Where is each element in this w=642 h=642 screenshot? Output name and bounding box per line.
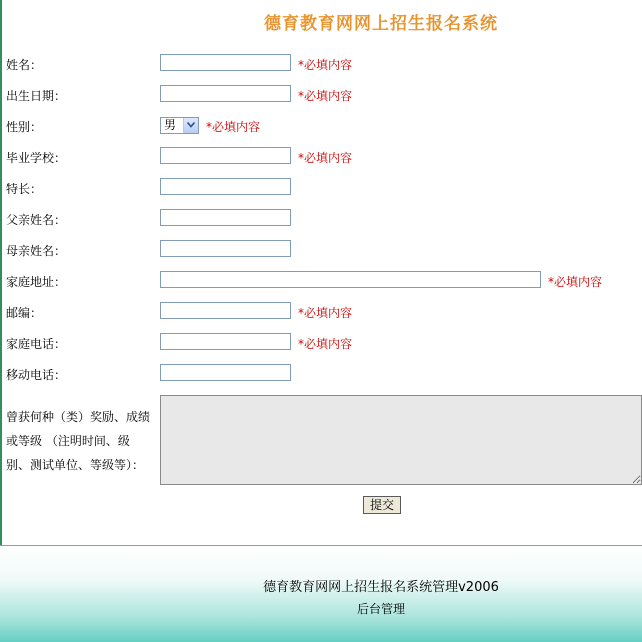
school-label: 毕业学校： [6, 151, 67, 165]
chevron-down-icon[interactable] [183, 118, 198, 133]
gender-required: *必填内容 [206, 120, 261, 134]
awards-label-line1: 曾获何种（类）奖励、成绩 [6, 410, 151, 424]
name-label: 姓名： [6, 58, 43, 72]
left-border [0, 0, 2, 545]
address-input[interactable] [160, 271, 541, 288]
gender-select[interactable] [160, 117, 199, 134]
school-input[interactable] [160, 147, 291, 164]
mobile-phone-label: 移动电话： [6, 368, 67, 382]
postcode-required: *必填内容 [298, 306, 353, 320]
father-name-label: 父亲姓名： [6, 213, 67, 227]
name-required: *必填内容 [298, 58, 353, 72]
page-title: 德育教育网网上招生报名系统 [264, 14, 498, 34]
birthdate-required: *必填内容 [298, 89, 353, 103]
awards-label-line3: 别、测试单位、等级等）： [6, 458, 145, 472]
home-phone-input[interactable] [160, 333, 291, 350]
footer [0, 546, 642, 642]
postcode-label: 邮编： [6, 306, 43, 320]
mother-name-input[interactable] [160, 240, 291, 257]
mobile-phone-input[interactable] [160, 364, 291, 381]
gender-label: 性别： [6, 120, 43, 134]
gender-selected-value: 男 [164, 118, 177, 132]
specialty-label: 特长： [6, 182, 43, 196]
awards-label-line2: 或等级 （注明时间、级 [6, 434, 130, 448]
address-label: 家庭地址： [6, 275, 67, 289]
address-required: *必填内容 [548, 275, 603, 289]
home-phone-label: 家庭电话： [6, 337, 67, 351]
footer-system-name: 德育教育网网上招生报名系统管理v2006 [263, 580, 499, 595]
home-phone-required: *必填内容 [298, 337, 353, 351]
father-name-input[interactable] [160, 209, 291, 226]
school-required: *必填内容 [298, 151, 353, 165]
footer-admin-link[interactable]: 后台管理 [356, 602, 405, 616]
specialty-input[interactable] [160, 178, 291, 195]
awards-label [6, 405, 150, 477]
birthdate-input[interactable] [160, 85, 291, 102]
postcode-input[interactable] [160, 302, 291, 319]
mother-name-label: 母亲姓名： [6, 244, 67, 258]
birthdate-label: 出生日期： [6, 89, 67, 103]
awards-textarea[interactable] [160, 395, 642, 485]
name-input[interactable] [160, 54, 291, 71]
submit-button[interactable]: 提交 [363, 496, 401, 514]
